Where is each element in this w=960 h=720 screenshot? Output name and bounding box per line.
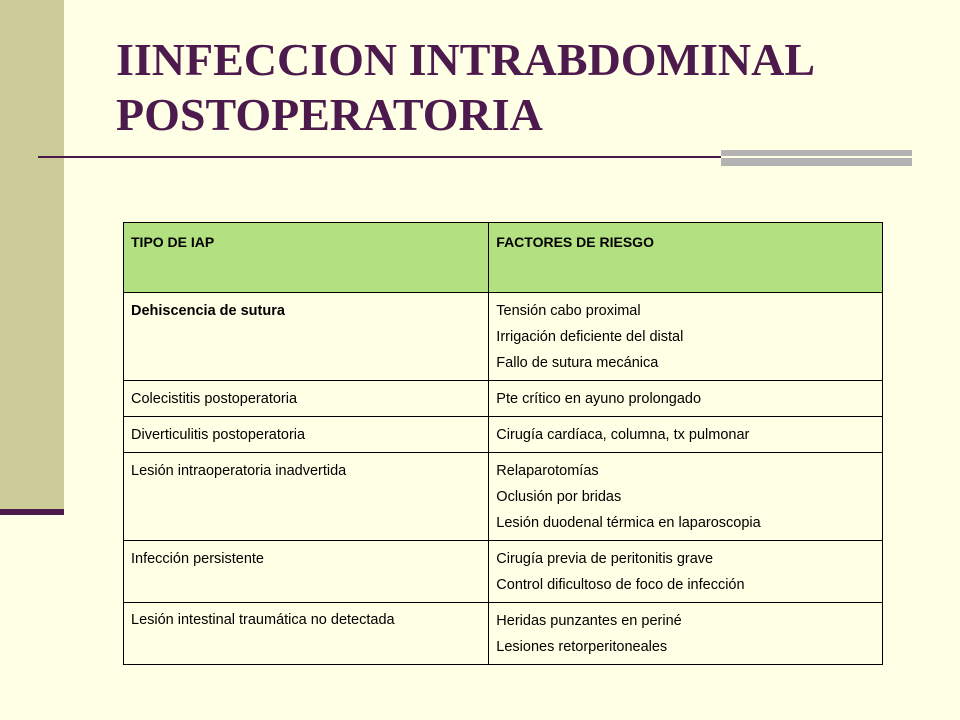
table-row: [124, 541, 883, 603]
risk-table-container: [123, 222, 883, 665]
factor-text: Relaparotomías: [496, 463, 599, 479]
cell-tipo: [124, 453, 489, 541]
factor-text: Heridas punzantes en periné: [496, 613, 682, 629]
cell-factores: [489, 541, 883, 603]
slide-title-line-1: IINFECCION INTRABDOMINAL: [116, 34, 816, 85]
risk-table: [123, 222, 883, 665]
cell-tipo: [124, 417, 489, 453]
cell-factores: [489, 417, 883, 453]
cell-tipo: [124, 603, 489, 665]
table-row: [124, 293, 883, 381]
factor-text: Lesión duodenal térmica en laparoscopia: [496, 515, 761, 531]
cell-tipo: [124, 293, 489, 381]
cell-factores: [489, 603, 883, 665]
factor-text: Oclusión por bridas: [496, 489, 622, 505]
tipo-text: Lesión intraoperatoria inadvertida: [131, 463, 347, 479]
factor-text: Pte crítico en ayuno prolongado: [496, 391, 702, 407]
tipo-text: Dehiscencia de sutura: [131, 303, 285, 319]
factor-text: Control dificultoso de foco de infección: [496, 577, 745, 593]
tipo-text: Infección persistente: [131, 551, 264, 567]
factor-text: Fallo de sutura mecánica: [496, 355, 659, 371]
factor-text: Cirugía previa de peritonitis grave: [496, 551, 714, 567]
header-factores: FACTORES DE RIESGO: [489, 223, 883, 293]
factor-text: Lesiones retorperitoneales: [496, 639, 668, 655]
factor-text: Cirugía cardíaca, columna, tx pulmonar: [496, 427, 750, 443]
title-divider-accent: [721, 150, 912, 166]
table-row: [124, 603, 883, 665]
cell-factores: [489, 293, 883, 381]
tipo-text: Colecistitis postoperatoria: [131, 391, 298, 407]
slide-title-line-2: POSTOPERATORIA: [116, 89, 543, 140]
header-tipo: TIPO DE IAP: [124, 223, 489, 293]
cell-tipo: [124, 541, 489, 603]
slide-title: [116, 32, 936, 142]
factor-text: Tensión cabo proximal: [496, 303, 641, 319]
table-row: [124, 381, 883, 417]
left-decor-bar: [0, 0, 64, 512]
factor-text: Irrigación deficiente del distal: [496, 329, 684, 345]
left-decor-accent: [0, 509, 64, 515]
cell-tipo: [124, 381, 489, 417]
tipo-text: Lesión intestinal traumática no detectada: [131, 612, 395, 628]
table-row: [124, 453, 883, 541]
cell-factores: [489, 381, 883, 417]
tipo-text: Diverticulitis postoperatoria: [131, 427, 306, 443]
table-row: [124, 417, 883, 453]
table-header-row: [124, 223, 883, 293]
cell-factores: [489, 453, 883, 541]
